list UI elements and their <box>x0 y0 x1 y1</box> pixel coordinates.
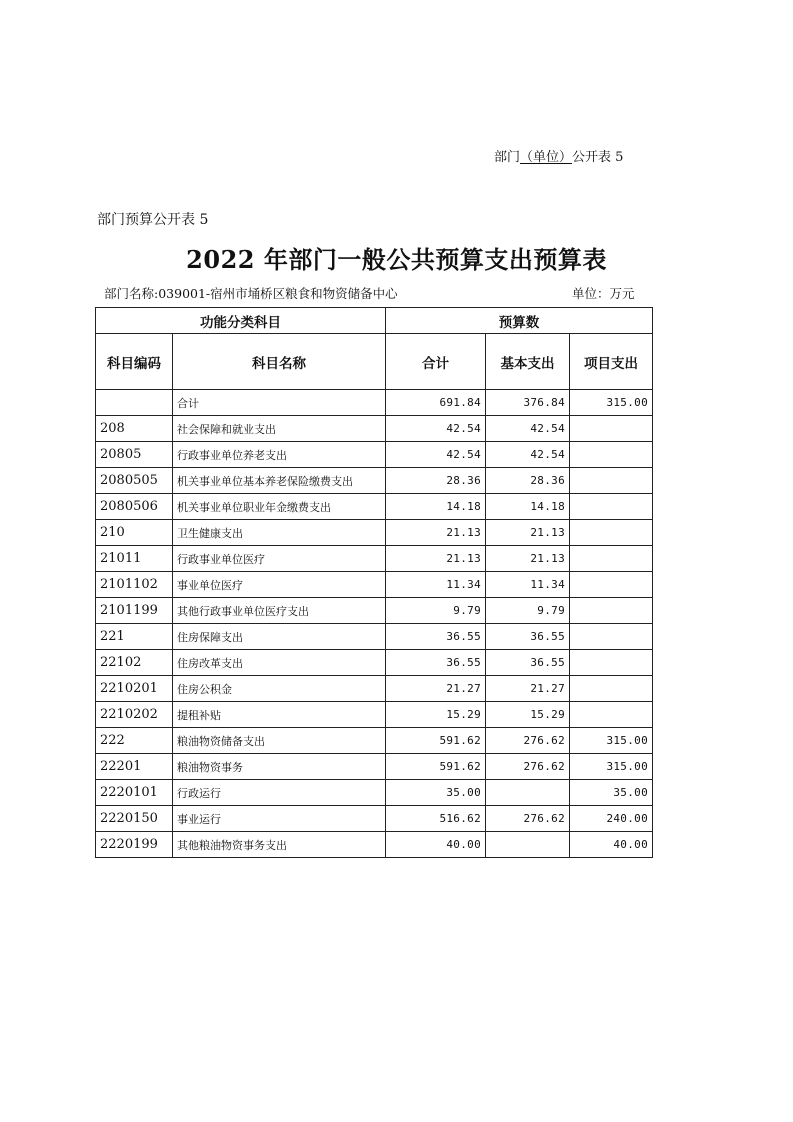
cell-total: 35.00 <box>386 780 486 806</box>
cell-code: 21011 <box>96 546 173 572</box>
table-row <box>96 806 653 832</box>
cell-total: 28.36 <box>386 468 486 494</box>
group-header-budget: 预算数 <box>386 308 653 334</box>
table-row <box>96 650 653 676</box>
table-row <box>96 728 653 754</box>
cell-project <box>570 598 653 624</box>
cell-code: 22201 <box>96 754 173 780</box>
currency-unit: 单位：万元 <box>572 286 635 301</box>
table-row <box>96 494 653 520</box>
cell-basic: 36.55 <box>486 650 570 676</box>
column-header-project: 项目支出 <box>570 334 653 390</box>
table-row <box>96 442 653 468</box>
cell-total: 591.62 <box>386 728 486 754</box>
table-row <box>96 598 653 624</box>
cell-basic: 15.29 <box>486 702 570 728</box>
cell-name: 住房改革支出 <box>173 650 386 676</box>
cell-name: 粮油物资储备支出 <box>173 728 386 754</box>
cell-total: 36.55 <box>386 624 486 650</box>
cell-basic: 376.84 <box>486 390 570 416</box>
cell-code: 222 <box>96 728 173 754</box>
cell-total: 15.29 <box>386 702 486 728</box>
cell-name: 住房保障支出 <box>173 624 386 650</box>
cell-name: 合计 <box>173 390 386 416</box>
form-number-unit: （单位） <box>520 150 573 165</box>
cell-total: 591.62 <box>386 754 486 780</box>
cell-project: 40.00 <box>570 832 653 858</box>
cell-project: 315.00 <box>570 754 653 780</box>
cell-basic: 42.54 <box>486 442 570 468</box>
cell-total: 21.13 <box>386 520 486 546</box>
cell-name: 行政事业单位养老支出 <box>173 442 386 468</box>
cell-project <box>570 416 653 442</box>
table-row <box>96 780 653 806</box>
cell-name: 其他粮油物资事务支出 <box>173 832 386 858</box>
cell-code: 2220101 <box>96 780 173 806</box>
cell-code: 20805 <box>96 442 173 468</box>
form-number-prefix: 部门 <box>494 150 521 165</box>
cell-project <box>570 572 653 598</box>
cell-project <box>570 494 653 520</box>
table-row <box>96 832 653 858</box>
cell-project <box>570 702 653 728</box>
column-header-basic: 基本支出 <box>486 334 570 390</box>
table-row <box>96 702 653 728</box>
cell-code: 208 <box>96 416 173 442</box>
cell-total: 11.34 <box>386 572 486 598</box>
cell-basic: 14.18 <box>486 494 570 520</box>
cell-project: 315.00 <box>570 390 653 416</box>
form-number-label <box>494 146 623 165</box>
cell-total: 516.62 <box>386 806 486 832</box>
cell-total: 42.54 <box>386 416 486 442</box>
cell-project <box>570 468 653 494</box>
cell-project <box>570 546 653 572</box>
cell-name: 卫生健康支出 <box>173 520 386 546</box>
column-header-name: 科目名称 <box>173 334 386 390</box>
cell-project <box>570 624 653 650</box>
cell-code: 2210201 <box>96 676 173 702</box>
form-label: 部门预算公开表 5 <box>97 212 209 228</box>
budget-table <box>95 307 653 858</box>
table-row <box>96 546 653 572</box>
table-row <box>96 572 653 598</box>
cell-basic: 276.62 <box>486 806 570 832</box>
cell-code: 2220199 <box>96 832 173 858</box>
cell-code: 2080506 <box>96 494 173 520</box>
table-row <box>96 416 653 442</box>
cell-name: 提租补贴 <box>173 702 386 728</box>
table-row <box>96 624 653 650</box>
table-row <box>96 520 653 546</box>
cell-total: 21.27 <box>386 676 486 702</box>
cell-total: 40.00 <box>386 832 486 858</box>
cell-total: 21.13 <box>386 546 486 572</box>
cell-name: 行政运行 <box>173 780 386 806</box>
cell-total: 42.54 <box>386 442 486 468</box>
column-header-code: 科目编码 <box>96 334 173 390</box>
cell-basic: 21.13 <box>486 546 570 572</box>
cell-code: 2101102 <box>96 572 173 598</box>
cell-project: 240.00 <box>570 806 653 832</box>
group-header-row <box>96 308 653 334</box>
cell-total: 14.18 <box>386 494 486 520</box>
table-row <box>96 468 653 494</box>
cell-name: 粮油物资事务 <box>173 754 386 780</box>
cell-name: 其他行政事业单位医疗支出 <box>173 598 386 624</box>
table-row <box>96 390 653 416</box>
cell-name: 行政事业单位医疗 <box>173 546 386 572</box>
column-header-row <box>96 334 653 390</box>
cell-code: 2210202 <box>96 702 173 728</box>
cell-name: 事业运行 <box>173 806 386 832</box>
cell-basic: 21.27 <box>486 676 570 702</box>
cell-basic: 9.79 <box>486 598 570 624</box>
cell-basic: 28.36 <box>486 468 570 494</box>
page-title: 2022 年部门一般公共预算支出预算表 <box>186 245 607 274</box>
cell-code: 22102 <box>96 650 173 676</box>
cell-name: 社会保障和就业支出 <box>173 416 386 442</box>
cell-code: 2101199 <box>96 598 173 624</box>
table-row <box>96 754 653 780</box>
cell-name: 机关事业单位职业年金缴费支出 <box>173 494 386 520</box>
cell-basic: 11.34 <box>486 572 570 598</box>
cell-project <box>570 520 653 546</box>
cell-basic <box>486 832 570 858</box>
cell-project: 315.00 <box>570 728 653 754</box>
cell-basic: 42.54 <box>486 416 570 442</box>
column-header-total: 合计 <box>386 334 486 390</box>
cell-total: 36.55 <box>386 650 486 676</box>
cell-basic: 21.13 <box>486 520 570 546</box>
cell-name: 事业单位医疗 <box>173 572 386 598</box>
group-header-category: 功能分类科目 <box>96 308 386 334</box>
cell-basic: 276.62 <box>486 754 570 780</box>
cell-project <box>570 442 653 468</box>
cell-project <box>570 650 653 676</box>
cell-project: 35.00 <box>570 780 653 806</box>
cell-name: 住房公积金 <box>173 676 386 702</box>
cell-code: 2220150 <box>96 806 173 832</box>
cell-code: 2080505 <box>96 468 173 494</box>
cell-code <box>96 390 173 416</box>
table-row <box>96 676 653 702</box>
cell-code: 210 <box>96 520 173 546</box>
cell-code: 221 <box>96 624 173 650</box>
department-name: 部门名称:039001-宿州市埇桥区粮食和物资储备中心 <box>104 286 398 301</box>
cell-basic: 36.55 <box>486 624 570 650</box>
cell-total: 691.84 <box>386 390 486 416</box>
cell-name: 机关事业单位基本养老保险缴费支出 <box>173 468 386 494</box>
cell-project <box>570 676 653 702</box>
form-number-suffix: 公开表 5 <box>572 150 624 165</box>
cell-basic: 276.62 <box>486 728 570 754</box>
cell-basic <box>486 780 570 806</box>
cell-total: 9.79 <box>386 598 486 624</box>
